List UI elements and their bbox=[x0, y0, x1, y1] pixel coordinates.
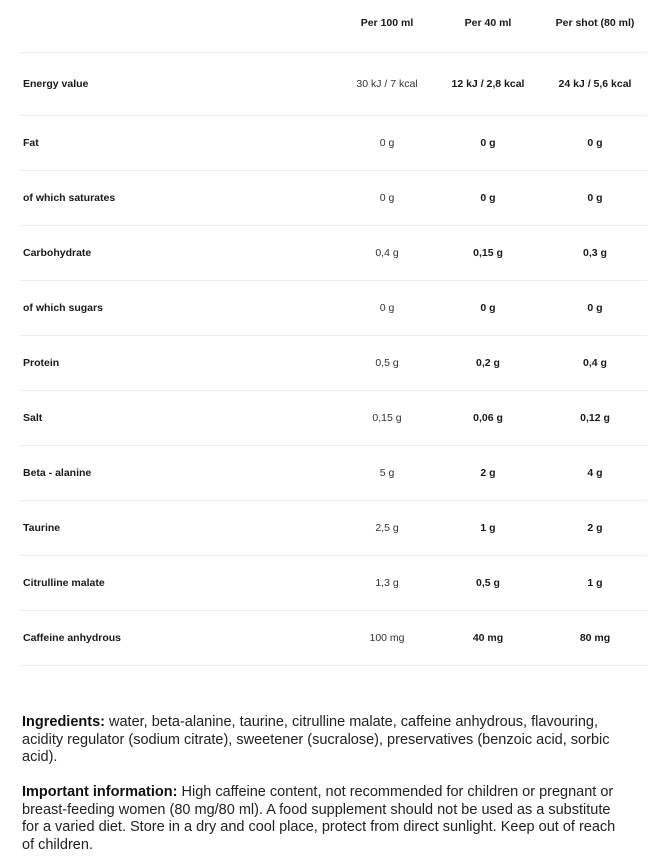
table-row bbox=[20, 501, 647, 556]
value-per-shot: 0,12 g bbox=[580, 412, 610, 424]
value-per-100ml: 0,4 g bbox=[375, 247, 399, 259]
row-label: Caffeine anhydrous bbox=[23, 632, 122, 644]
table-row bbox=[20, 226, 647, 281]
value-per-100ml: 100 mg bbox=[369, 632, 405, 644]
value-per-100ml: 2,5 g bbox=[375, 522, 399, 534]
table-row bbox=[20, 171, 647, 226]
row-label: Beta - alanine bbox=[23, 467, 92, 479]
important-info-paragraph bbox=[22, 784, 622, 854]
value-per-shot: 0,4 g bbox=[583, 357, 607, 369]
value-per-40ml: 2 g bbox=[480, 467, 496, 479]
value-per-shot: 0 g bbox=[587, 137, 603, 149]
value-per-40ml: 0,5 g bbox=[476, 577, 500, 589]
value-per-shot: 4 g bbox=[587, 467, 603, 479]
table-row bbox=[20, 391, 647, 446]
row-label: of which saturates bbox=[23, 192, 116, 204]
value-per-100ml: 0,5 g bbox=[375, 357, 399, 369]
table-row bbox=[20, 281, 647, 336]
nutrition-table bbox=[20, 0, 647, 666]
header-per-40ml: Per 40 ml bbox=[464, 17, 512, 29]
value-per-100ml: 30 kJ / 7 kcal bbox=[356, 78, 418, 90]
table-header-row bbox=[20, 0, 647, 53]
value-per-40ml: 1 g bbox=[480, 522, 496, 534]
value-per-shot: 80 mg bbox=[579, 632, 611, 644]
header-per-100ml: Per 100 ml bbox=[360, 17, 414, 29]
value-per-shot: 0 g bbox=[587, 302, 603, 314]
value-per-40ml: 0,06 g bbox=[473, 412, 503, 424]
value-per-40ml: 0 g bbox=[480, 302, 496, 314]
table-row bbox=[20, 336, 647, 391]
value-per-100ml: 1,3 g bbox=[375, 577, 399, 589]
row-label: of which sugars bbox=[23, 302, 103, 314]
ingredients-text: water, beta-alanine, taurine, citrulline malate, caffeine anhydrous, flavouring, acidity regulator (sodium citrate), sweetener (sucralose), preservatives (benzoic acid, sorbic acid). bbox=[22, 714, 610, 765]
table-row bbox=[20, 556, 647, 611]
ingredients-paragraph bbox=[22, 714, 622, 767]
value-per-shot: 1 g bbox=[587, 577, 603, 589]
row-label: Fat bbox=[23, 137, 39, 149]
row-label: Protein bbox=[23, 357, 60, 369]
value-per-40ml: 40 mg bbox=[472, 632, 504, 644]
row-label: Taurine bbox=[23, 522, 61, 534]
row-label: Carbohydrate bbox=[23, 247, 92, 259]
value-per-100ml: 0 g bbox=[379, 192, 395, 204]
important-info-heading: Important information: bbox=[22, 784, 178, 800]
value-per-shot: 2 g bbox=[587, 522, 603, 534]
value-per-40ml: 12 kJ / 2,8 kcal bbox=[451, 78, 525, 90]
row-label: Citrulline malate bbox=[23, 577, 105, 589]
table-row bbox=[20, 53, 647, 116]
value-per-100ml: 0 g bbox=[379, 137, 395, 149]
table-row bbox=[20, 116, 647, 171]
value-per-40ml: 0,2 g bbox=[476, 357, 500, 369]
ingredients-heading: Ingredients: bbox=[22, 714, 105, 730]
table-row bbox=[20, 611, 647, 666]
value-per-40ml: 0 g bbox=[480, 192, 496, 204]
value-per-100ml: 0,15 g bbox=[372, 412, 402, 424]
value-per-100ml: 0 g bbox=[379, 302, 395, 314]
value-per-shot: 0 g bbox=[587, 192, 603, 204]
value-per-40ml: 0 g bbox=[480, 137, 496, 149]
header-label bbox=[23, 0, 323, 52]
important-info-text: High caffeine content, not recommended for children or pregnant or breast-feeding women (80 mg/80 ml). A food supplement should not be used as a substitute for a varied diet. Store in a dry and cool place, protect from direct sunlight. Keep out of reach of children. bbox=[22, 784, 616, 853]
row-label: Salt bbox=[23, 412, 43, 424]
value-per-shot: 24 kJ / 5,6 kcal bbox=[558, 78, 632, 90]
row-label: Energy value bbox=[23, 78, 89, 90]
value-per-shot: 0,3 g bbox=[583, 247, 607, 259]
value-per-40ml: 0,15 g bbox=[473, 247, 503, 259]
table-row bbox=[20, 446, 647, 501]
header-per-shot: Per shot (80 ml) bbox=[555, 17, 635, 29]
value-per-100ml: 5 g bbox=[379, 467, 395, 479]
